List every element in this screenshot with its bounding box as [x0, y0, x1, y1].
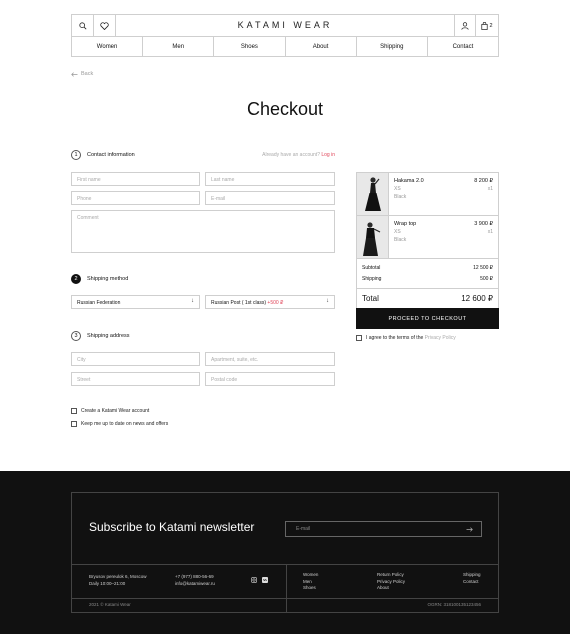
- step-number: 3: [71, 331, 81, 341]
- checkbox[interactable]: [71, 421, 77, 427]
- divider: [72, 564, 498, 565]
- arrow-right-icon[interactable]: [466, 527, 473, 532]
- country-value: Russian Federation: [77, 300, 121, 306]
- site-header: [71, 14, 499, 57]
- agree-label: [366, 335, 456, 341]
- copyright: 2021 © Katami Wear: [89, 602, 131, 607]
- header-top-row: [72, 15, 498, 37]
- total-label: Total: [362, 294, 379, 303]
- footer-link[interactable]: Privacy Policy: [377, 578, 406, 584]
- create-account-label: Create a Katami Wear account: [81, 408, 150, 414]
- footer-link[interactable]: Contact: [463, 578, 479, 584]
- agree-checkbox[interactable]: [356, 335, 456, 341]
- step-number: 1: [71, 150, 81, 160]
- address-line: Bryusov pereulok 6, Moscow: [89, 574, 147, 579]
- nav-men[interactable]: Men: [143, 37, 214, 57]
- newsletter-heading: Subscribe to Katami newsletter: [89, 520, 255, 534]
- footer-link[interactable]: Shipping: [463, 572, 481, 577]
- footer-link[interactable]: Return Policy: [377, 572, 404, 577]
- login-link[interactable]: Log in: [321, 152, 335, 158]
- total-row: [362, 294, 493, 303]
- country-select[interactable]: [71, 295, 200, 309]
- account-button[interactable]: [454, 15, 476, 37]
- footer-box: [71, 492, 499, 613]
- product-image: [357, 216, 389, 258]
- subtotal-label: Subtotal: [362, 265, 381, 271]
- cart-item: [357, 216, 498, 259]
- shipping-section-header: [71, 274, 128, 284]
- footer-link[interactable]: Shoes: [303, 585, 316, 590]
- back-label: Back: [81, 71, 94, 77]
- divider: [357, 288, 498, 289]
- shipping-row: [362, 276, 493, 282]
- footer-email[interactable]: info@katamiwear.ru: [175, 580, 215, 586]
- step-number: 2: [71, 274, 81, 284]
- subtotal-value: 12 500 ₽: [473, 265, 493, 271]
- divider: [286, 564, 287, 612]
- method-price: +500 ₽: [267, 300, 284, 306]
- product-image: [357, 173, 389, 215]
- item-name: Wrap top: [394, 221, 417, 227]
- cart-button[interactable]: [476, 15, 498, 37]
- footer-col-help: [463, 572, 481, 585]
- item-size: XS: [394, 229, 401, 235]
- address-heading: Shipping address: [87, 333, 130, 339]
- footer-col-info: [377, 572, 405, 592]
- newsletter-label: Keep me up to date on news and offers: [81, 421, 169, 427]
- phone-field[interactable]: Phone: [71, 191, 200, 205]
- item-qty: x1: [487, 186, 493, 192]
- city-field[interactable]: City: [71, 352, 200, 366]
- login-prompt: [262, 152, 335, 158]
- footer-col-shop: [303, 572, 318, 592]
- bag-icon: [481, 22, 488, 30]
- footer-link[interactable]: About: [377, 585, 389, 590]
- item-price: 8 200 ₽: [474, 178, 493, 184]
- nav-shipping[interactable]: Shipping: [357, 37, 428, 57]
- address-section-header: [71, 331, 130, 341]
- shipping-value: 500 ₽: [480, 276, 493, 282]
- street-field[interactable]: Street: [71, 372, 200, 386]
- total-value: 12 600 ₽: [461, 294, 493, 303]
- item-color: Black: [394, 237, 407, 243]
- proceed-to-checkout-button[interactable]: PROCEED TO CHECKOUT: [356, 308, 499, 329]
- vk-icon[interactable]: [262, 577, 268, 583]
- already-text: Already have an account?: [262, 152, 320, 158]
- nav-shoes[interactable]: Shoes: [214, 37, 285, 57]
- page-title: Checkout: [246, 99, 324, 119]
- divider: [72, 598, 498, 599]
- contacts: [175, 574, 215, 587]
- email-field[interactable]: E-mail: [205, 191, 335, 205]
- nav-contact[interactable]: Contact: [452, 44, 474, 50]
- arrow-down-icon: ↓: [326, 298, 329, 304]
- site-footer: [0, 471, 570, 634]
- last-name-field[interactable]: Last name: [205, 172, 335, 186]
- first-name-field[interactable]: First name: [71, 172, 200, 186]
- ogrn-number: OGRN: 318100135123456: [427, 602, 481, 607]
- checkbox[interactable]: [71, 408, 77, 414]
- arrow-left-icon: [71, 72, 78, 77]
- method-value: Russian Post ( 1st class): [211, 300, 267, 306]
- item-size: XS: [394, 186, 401, 192]
- shipping-method-select[interactable]: [205, 295, 335, 309]
- model-photo-icon: [357, 216, 388, 258]
- apartment-field[interactable]: Apartment, suite, etc.: [205, 352, 335, 366]
- newsletter-email-input[interactable]: [285, 521, 482, 537]
- item-price: 3 900 ₽: [474, 221, 493, 227]
- hours-line: Daily 10:00–21:00: [89, 580, 126, 586]
- item-color: Black: [394, 194, 407, 200]
- shipping-label: Shipping: [362, 276, 382, 282]
- privacy-policy-link[interactable]: Privacy Policy: [424, 335, 456, 341]
- create-account-checkbox[interactable]: [71, 408, 149, 414]
- nav-women[interactable]: Women: [72, 37, 143, 57]
- order-summary: [356, 172, 499, 329]
- checkbox[interactable]: [356, 335, 362, 341]
- cart-count: 2: [489, 23, 493, 29]
- contact-heading: Contact information: [87, 152, 135, 158]
- email-placeholder: E-mail: [296, 526, 311, 532]
- main-nav: [72, 37, 498, 57]
- newsletter-checkbox[interactable]: [71, 421, 168, 427]
- instagram-icon[interactable]: [251, 577, 257, 583]
- nav-about[interactable]: About: [286, 37, 357, 57]
- item-qty: x1: [487, 229, 493, 235]
- store-address: [89, 574, 147, 587]
- footer-link[interactable]: Men: [303, 578, 312, 584]
- social-links: [251, 577, 268, 583]
- item-name: Hakama 2.0: [394, 178, 424, 184]
- user-icon: [461, 22, 469, 30]
- logo[interactable]: KATAMI WEAR: [237, 20, 333, 30]
- footer-link[interactable]: Women: [303, 572, 319, 577]
- back-link[interactable]: [71, 71, 93, 77]
- cart-item: [357, 173, 498, 216]
- postal-code-field[interactable]: Postal code: [205, 372, 335, 386]
- comment-field[interactable]: Comment: [71, 210, 335, 253]
- shipping-heading: Shipping method: [87, 276, 129, 282]
- arrow-down-icon: ↓: [191, 298, 194, 304]
- subtotal-row: [362, 265, 493, 271]
- model-photo-icon: [357, 173, 388, 215]
- footer-phone[interactable]: +7 (977) 880-56-69: [175, 574, 214, 579]
- agree-text: I agree to the terms of the: [366, 335, 424, 341]
- contact-section-header: [71, 150, 135, 160]
